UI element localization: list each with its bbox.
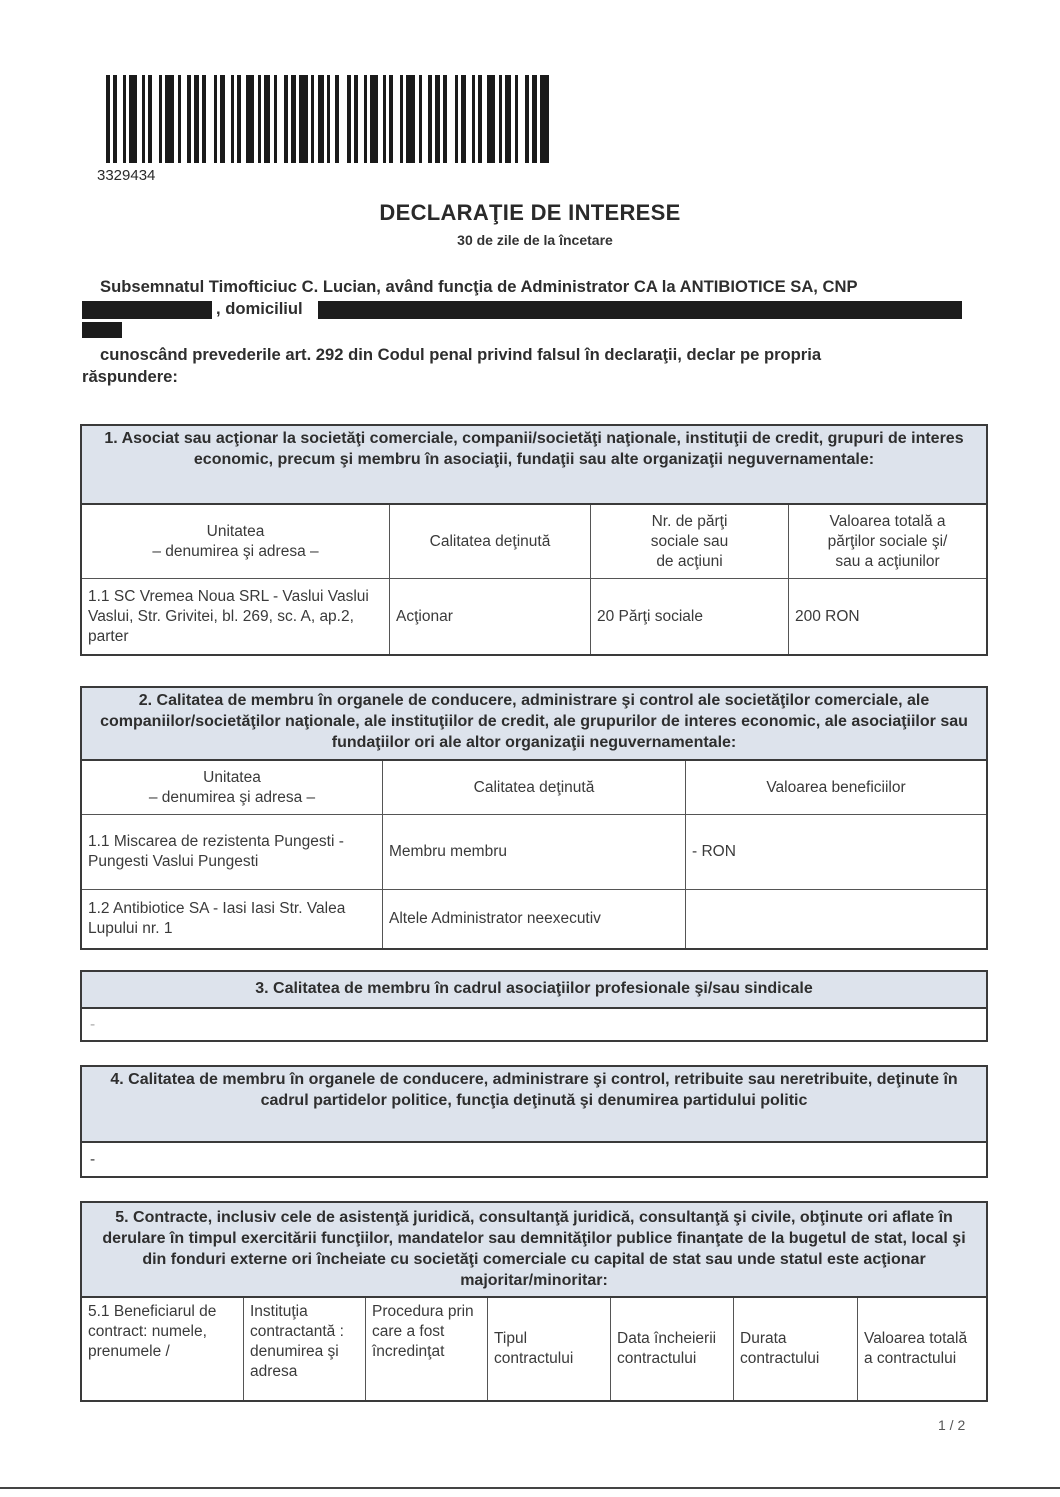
header-benefits: Valoarea beneficiilor	[766, 778, 906, 796]
section-5-table	[82, 1298, 986, 1400]
cell-role: Acţionar	[390, 578, 591, 654]
header-contract-duration: Durata contractului	[734, 1298, 858, 1400]
header-contract-value: Valoarea totală a contractului	[864, 1330, 968, 1367]
redacted-cnp	[82, 301, 212, 319]
redacted-address	[318, 301, 962, 319]
intro-line-1: Subsemnatul Timofticiuc C. Lucian, având funcţia de Administrator CA la ANTIBIOTICE SA, CNP	[100, 277, 858, 296]
header-contract-type: Tipul contractului	[488, 1298, 611, 1400]
page-number: 1 / 2	[938, 1417, 966, 1433]
section-3-heading: 3. Calitatea de membru în cadrul asociaţiilor profesionale şi/sau sindicale	[82, 972, 986, 1009]
cell-role: Membru membru	[383, 814, 686, 889]
redacted-address-cont	[82, 322, 122, 338]
section-4-heading: 4. Calitatea de membru în organele de conducere, administrare şi control, retribuite sau neretribuite, deţinute în cadrul partidelor politice, funcţia deţinută şi denumirea partidului politic	[82, 1067, 986, 1143]
cell-role: Altele Administrator neexecutiv	[383, 889, 686, 948]
intro-line-2	[82, 299, 962, 321]
section-2-table	[82, 761, 986, 948]
section-1-shareholdings	[80, 424, 988, 656]
section-5-heading: 5. Contracte, inclusiv cele de asistenţă juridică, consultanţă juridică, consultanţă şi civile, obţinute ori aflate în derulare în timpul exercitării funcţiilor, mandatelor sau demnităţilor publice finanţate de la bugetul de stat, local şi din fonduri externe ori încheiate cu societăţi comerciale cu capital de stat sau unde statul este acţionar majoritar/minoritar:	[82, 1203, 986, 1298]
header-role: Calitatea deţinută	[390, 505, 591, 578]
header-procedure: Procedura prin care a fost încredinţat	[366, 1298, 488, 1400]
barcode-number: 3329434	[97, 167, 156, 184]
cell-value: 200 RON	[789, 578, 986, 654]
cell-benefits: - RON	[686, 814, 986, 889]
section-5-contracts	[80, 1201, 988, 1402]
header-institution: Instituţia contractantă : denumirea şi adresa	[244, 1298, 366, 1400]
section-1-table	[82, 505, 986, 654]
cell-benefits	[686, 889, 986, 948]
document-title: DECLARAŢIE DE INTERESE	[379, 200, 681, 225]
header-shares: Nr. de părţi sociale sau de acţiuni	[591, 505, 789, 578]
intro-line-3: cunoscând prevederile art. 292 din Codul penal privind falsul în declaraţii, declar pe propria	[100, 345, 822, 364]
domicile-label: , domiciliul	[216, 299, 303, 318]
section-4-value: -	[90, 1150, 96, 1168]
header-beneficiary: 5.1 Beneficiarul de contract: numele, prenumele /	[82, 1298, 244, 1400]
section-2-heading: 2. Calitatea de membru în organele de conducere, administrare şi control ale societăţilor comerciale, ale companiilor/societăţilor naţionale, ale instituţiilor de credit, ale grupurilor de interes economic, ale asociaţiilor sau fundaţiilor ori ale altor organizaţii neguvernamentale:	[82, 688, 986, 761]
header-unit: Unitatea – denumirea şi adresa –	[82, 761, 383, 814]
document-subtitle: 30 de zile de la încetare	[457, 232, 613, 248]
barcode	[106, 75, 552, 163]
section-2-board-memberships	[80, 686, 988, 950]
section-3-value: -	[90, 1015, 96, 1033]
header-role: Calitatea deţinută	[383, 761, 686, 814]
page-bottom-border	[0, 1487, 1060, 1489]
header-contract-date: Data încheierii contractului	[611, 1298, 734, 1400]
section-4-political-parties	[80, 1065, 988, 1178]
header-unit: Unitatea – denumirea şi adresa –	[82, 505, 390, 578]
header-value: Valoarea totală a părţilor sociale şi/ sau a acţiunilor	[827, 512, 948, 570]
cell-unit: 1.2 Antibiotice SA - Iasi Iasi Str. Valea Lupului nr. 1	[82, 889, 383, 948]
section-3-professional-associations	[80, 970, 988, 1042]
cell-unit: 1.1 Miscarea de rezistenta Pungesti - Pungesti Vaslui Pungesti	[82, 814, 383, 889]
cell-unit: 1.1 SC Vremea Noua SRL - Vaslui Vaslui Vaslui, Str. Grivitei, bl. 269, sc. A, ap.2, parter	[82, 578, 390, 654]
intro-line-4: răspundere:	[82, 367, 178, 386]
cell-shares: 20 Părţi sociale	[591, 578, 789, 654]
section-1-heading: 1. Asociat sau acţionar la societăţi comerciale, companii/societăţi naţionale, instituţii de credit, grupuri de interes economic, precum şi membru în asociaţii, fundaţii sau alte organizaţii neguvernamentale:	[82, 426, 986, 505]
